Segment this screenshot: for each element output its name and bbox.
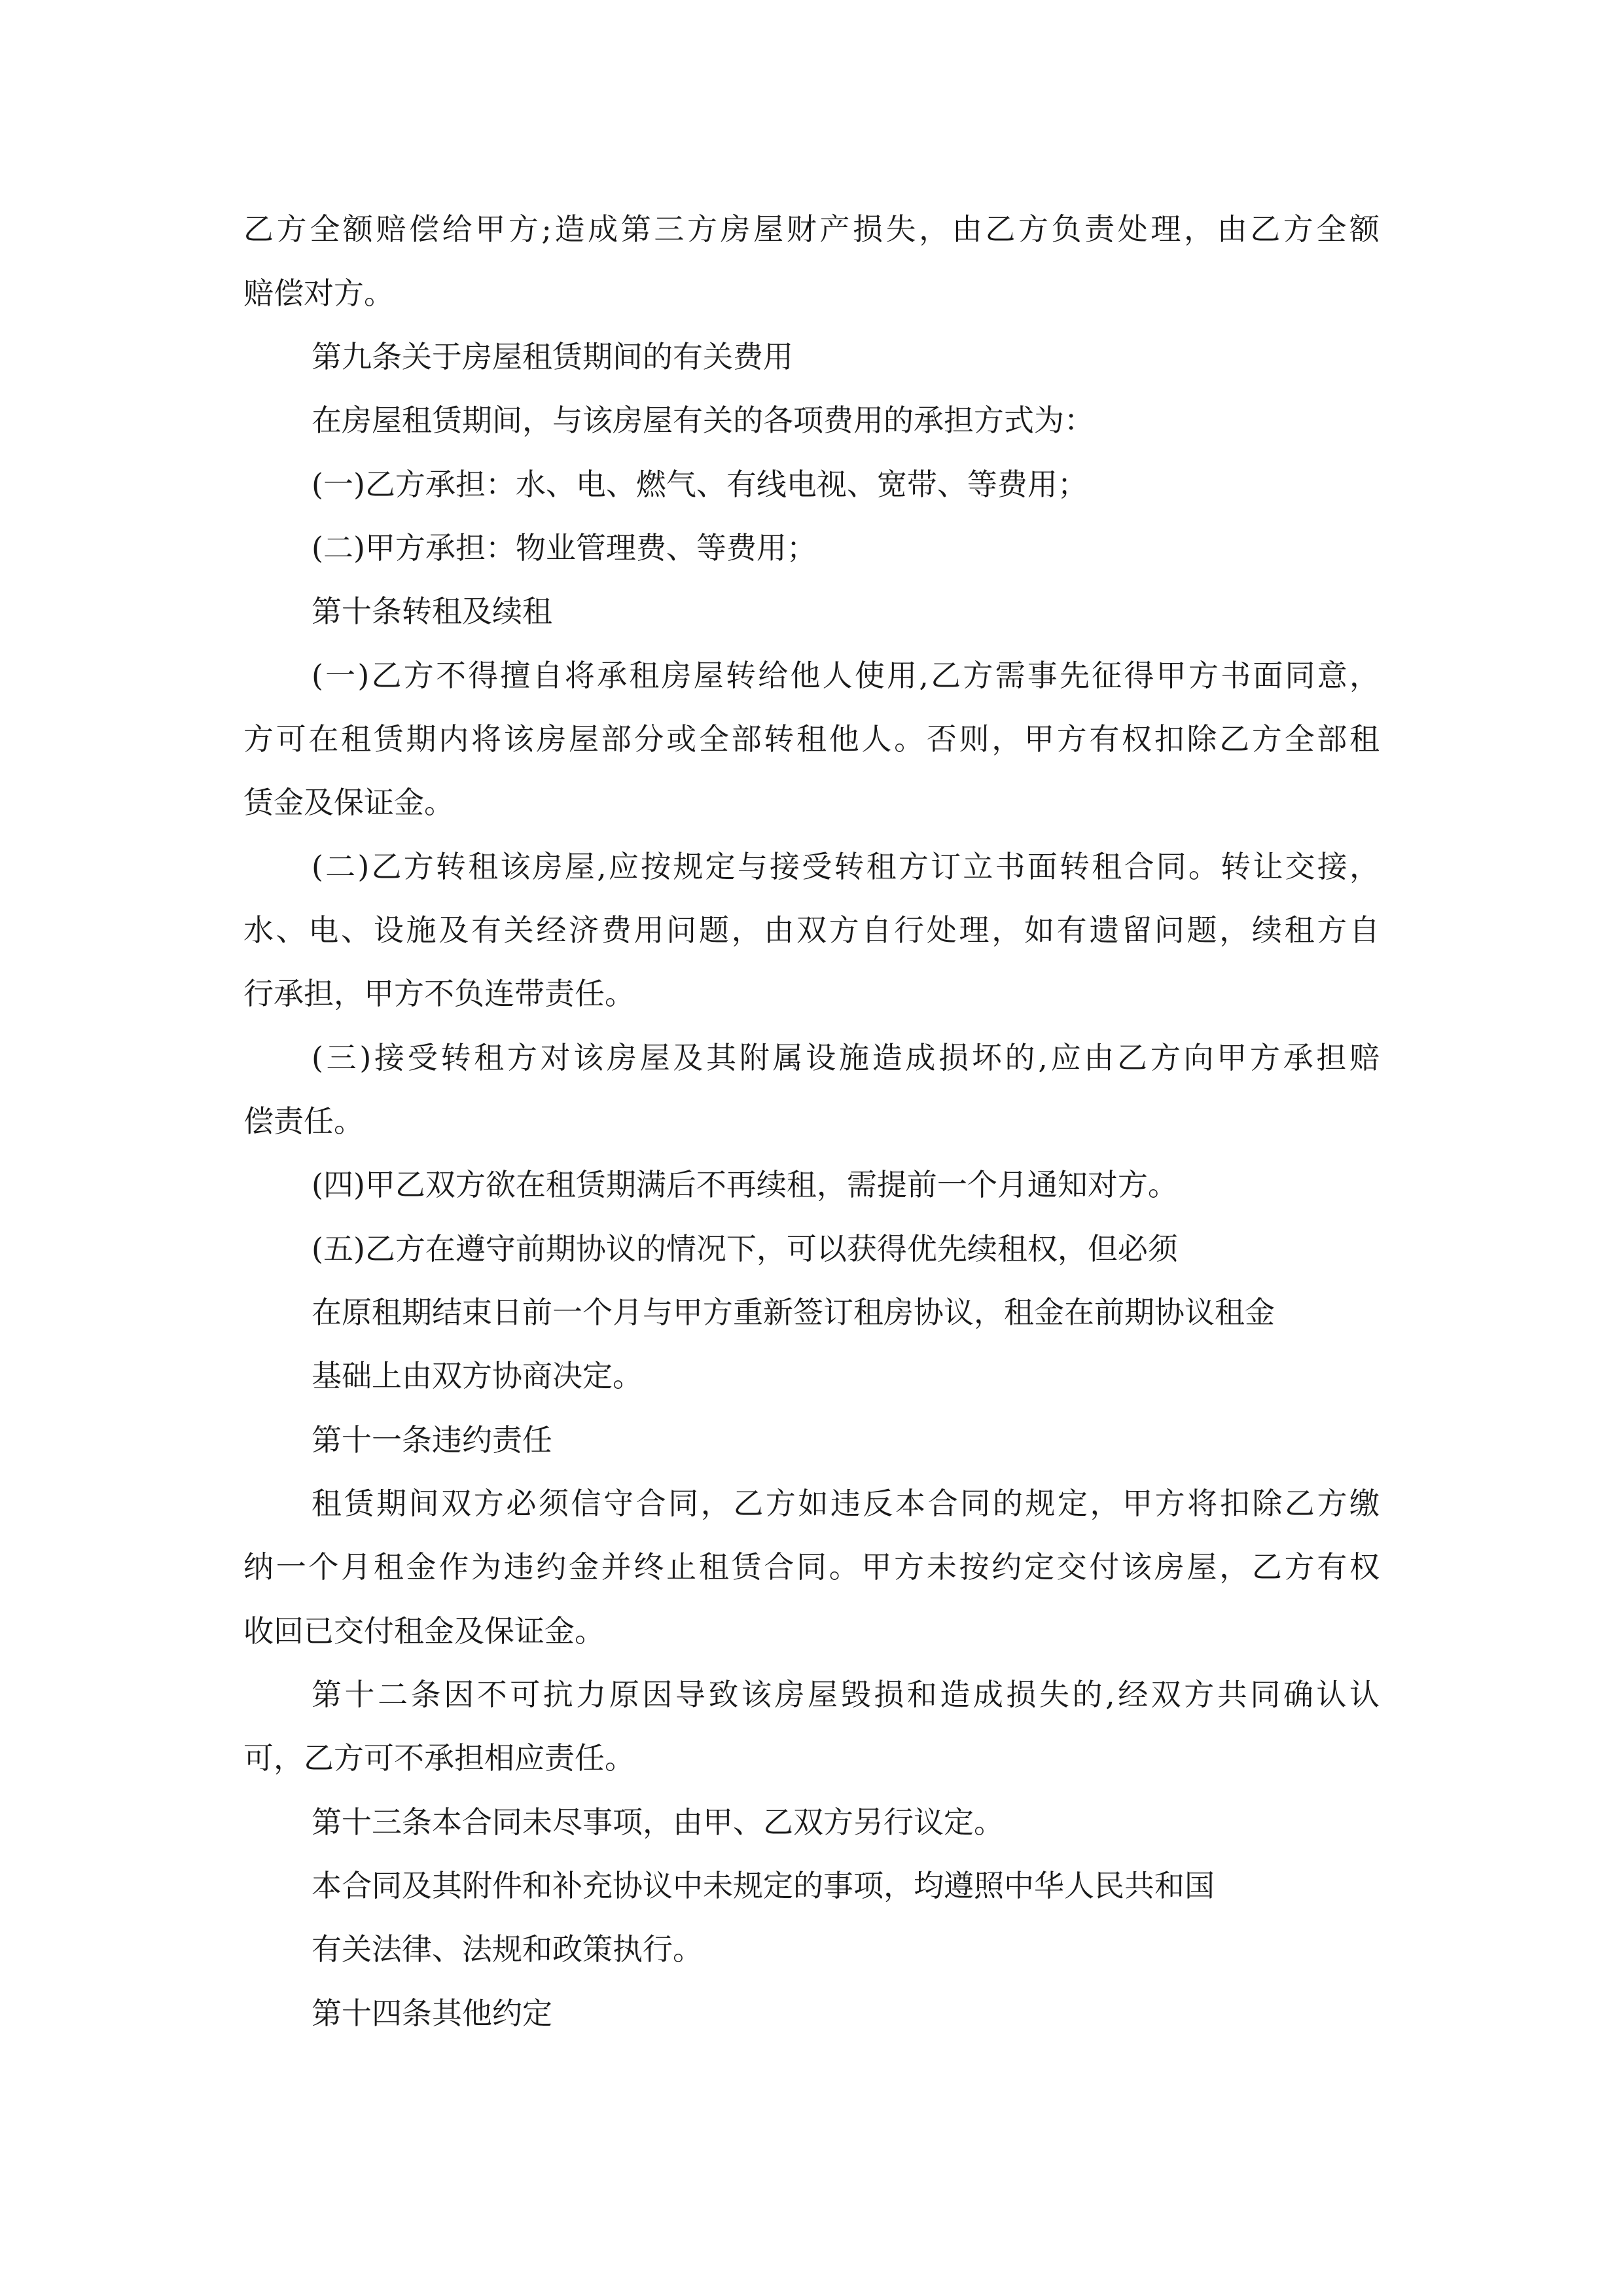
- paragraph-line: 赁金及保证金。: [243, 785, 454, 820]
- list-item: (一)乙方承担：水、电、燃气、有线电视、宽带、等费用；: [312, 467, 1088, 502]
- paragraph-line: 基础上由双方协商决定。: [312, 1358, 643, 1393]
- list-item: (二)甲方承担：物业管理费、等费用；: [312, 530, 817, 565]
- paragraph-line: 水、电、设施及有关经济费用问题，由双方自行处理，如有遗留问题，续租方自: [243, 912, 1380, 948]
- paragraph-line: 收回已交付租金及保证金。: [243, 1613, 605, 1649]
- paragraph-line: 本合同及其附件和补充协议中未规定的事项，均遵照中华人民共和国: [312, 1868, 1215, 1903]
- paragraph-line: (一)乙方不得擅自将承租房屋转给他人使用,乙方需事先征得甲方书面同意，: [312, 658, 1380, 693]
- paragraph-line: (五)乙方在遵守前期协议的情况下，可以获得优先续租权，但必须: [312, 1231, 1178, 1266]
- paragraph-line: 可，乙方可不承担相应责任。: [243, 1740, 635, 1776]
- paragraph-line: 行承担，甲方不负连带责任。: [243, 976, 635, 1011]
- section-heading: 第十一条违约责任: [312, 1422, 552, 1458]
- paragraph-line: 方可在租赁期内将该房屋部分或全部转租他人。否则，甲方有权扣除乙方全部租: [243, 721, 1380, 757]
- paragraph-line: 乙方全额赔偿给甲方;造成第三方房屋财产损失，由乙方负责处理，由乙方全额: [243, 211, 1380, 247]
- paragraph-line: 在原租期结束日前一个月与甲方重新签订租房协议，租金在前期协议租金: [312, 1295, 1275, 1330]
- paragraph-line: 第十二条因不可抗力原因导致该房屋毁损和造成损失的,经双方共同确认认: [312, 1677, 1380, 1712]
- paragraph-line: 纳一个月租金作为违约金并终止租赁合同。甲方未按约定交付该房屋，乙方有权: [243, 1549, 1380, 1585]
- section-heading: 第九条关于房屋租赁期间的有关费用: [312, 339, 793, 374]
- section-heading: 第十四条其他约定: [312, 1996, 552, 2031]
- paragraph-line: 有关法律、法规和政策执行。: [312, 1931, 703, 1967]
- paragraph-line: (二)乙方转租该房屋,应按规定与接受转租方订立书面转租合同。转让交接，: [312, 849, 1380, 884]
- paragraph-line: 偿责任。: [243, 1103, 364, 1139]
- paragraph-line: 第十三条本合同未尽事项，由甲、乙双方另行议定。: [312, 1804, 1004, 1840]
- section-heading: 第十条转租及续租: [312, 594, 552, 629]
- paragraph-line: 租赁期间双方必须信守合同，乙方如违反本合同的规定，甲方将扣除乙方缴: [312, 1486, 1380, 1521]
- paragraph-line: (四)甲乙双方欲在租赁期满后不再续租，需提前一个月通知对方。: [312, 1167, 1178, 1202]
- paragraph-line: (三)接受转租方对该房屋及其附属设施造成损坏的,应由乙方向甲方承担赔: [312, 1040, 1380, 1075]
- paragraph-line: 在房屋租赁期间，与该房屋有关的各项费用的承担方式为：: [312, 403, 1094, 438]
- paragraph-line: 赔偿对方。: [243, 276, 394, 311]
